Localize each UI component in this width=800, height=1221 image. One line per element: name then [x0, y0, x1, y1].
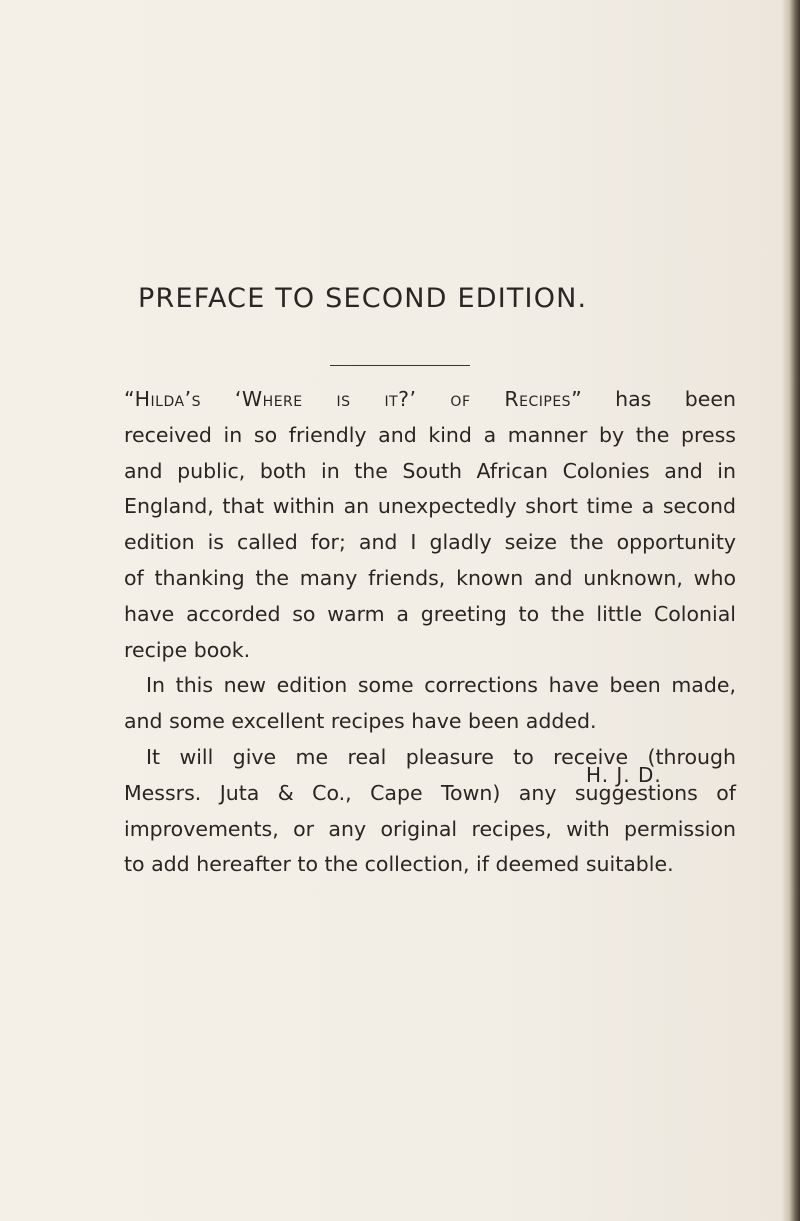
paragraph-1-line-2: received in so friendly and kind a manner by the press [124, 422, 736, 447]
paragraph-1-line-3: and public, both in the South African Colonies and in [124, 458, 736, 483]
paragraph-1-line-1 [124, 382, 736, 418]
paragraph-3-line-3: improvements, or any original recipes, with permission [124, 816, 736, 841]
page-edge [782, 0, 800, 1221]
paragraph-2-line-1: In this new edition some corrections have been made, [146, 673, 736, 698]
paragraph-1-line-6: of thanking the many friends, known and unknown, who [124, 565, 736, 590]
paragraph-1-line-5: edition is called for; and I gladly seize the opportunity [124, 530, 736, 555]
preface-body [124, 382, 736, 883]
close-quote: ” [571, 387, 582, 411]
paragraph-1-line-1-rest: has been [615, 387, 736, 411]
paragraph-3-line-2: Messrs. Juta & Co., Cape Town) any suggestions of [124, 780, 736, 805]
book-title-smallcaps: Hilda’s ‘Where is it?’ of Recipes [134, 387, 572, 411]
title-divider [330, 365, 470, 366]
paragraph-3-line-4: to add hereafter to the collection, if deemed suitable. [124, 852, 674, 877]
paragraph-2-line-2: and some excellent recipes have been added. [124, 709, 597, 734]
page-title: PREFACE TO SECOND EDITION. [138, 283, 588, 314]
author-initials: H. J. D. [586, 763, 662, 787]
paragraph-1-line-8: recipe book. [124, 637, 251, 662]
paragraph-1-line-4: England, that within an unexpectedly short time a second [124, 494, 736, 519]
open-quote: “ [124, 387, 135, 411]
paragraph-1-line-7: have accorded so warm a greeting to the little Colonial [124, 601, 736, 626]
paragraph-3-line-1: It will give me real pleasure to receive (through [146, 744, 736, 769]
